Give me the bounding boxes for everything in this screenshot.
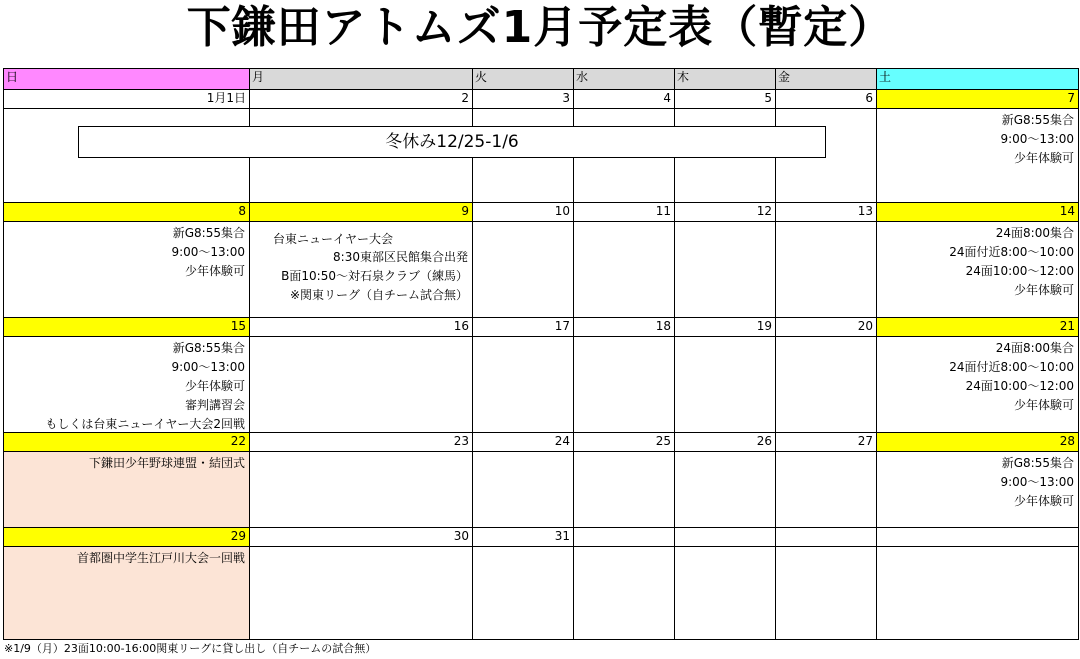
day-cell bbox=[573, 546, 675, 640]
event-line: 下鎌田少年野球連盟・結団式 bbox=[88, 456, 245, 470]
day-cell bbox=[249, 336, 473, 433]
event-line: 24面10:00～12:00 bbox=[965, 379, 1074, 393]
event-line: 新G8:55集合 bbox=[1001, 113, 1074, 127]
date-cell: 17 bbox=[472, 317, 574, 337]
event-line: ※関東リーグ（自チーム試合無） bbox=[289, 288, 468, 302]
date-cell: 19 bbox=[674, 317, 776, 337]
event-line: 首都圏中学生江戸川大会一回戦 bbox=[76, 551, 245, 565]
day-cell bbox=[775, 546, 877, 640]
day-cell bbox=[472, 221, 574, 318]
date-cell bbox=[674, 527, 776, 547]
event-text bbox=[89, 454, 245, 473]
date-cell: 31 bbox=[472, 527, 574, 547]
event-line: 新G8:55集合 bbox=[172, 226, 245, 240]
date-cell: 1月1日 bbox=[3, 89, 250, 109]
date-cell: 12 bbox=[674, 202, 776, 222]
event-line: 新G8:55集合 bbox=[1001, 456, 1074, 470]
day-cell bbox=[775, 451, 877, 528]
date-cell: 13 bbox=[775, 202, 877, 222]
event-line: もしくは台東ニューイヤー大会2回戦 bbox=[45, 417, 245, 431]
day-cell bbox=[674, 546, 776, 640]
date-cell: 18 bbox=[573, 317, 675, 337]
event-line: 8:30東部区民館集合出発 bbox=[333, 250, 468, 264]
date-cell bbox=[573, 527, 675, 547]
event-line: 少年体験可 bbox=[1013, 398, 1074, 412]
event-line: 9:00～13:00 bbox=[171, 245, 245, 259]
date-cell: 2 bbox=[249, 89, 473, 109]
day-cell bbox=[472, 451, 574, 528]
day-cell bbox=[674, 336, 776, 433]
event-line: 少年体験可 bbox=[184, 264, 245, 278]
date-cell bbox=[775, 527, 877, 547]
date-cell: 20 bbox=[775, 317, 877, 337]
date-cell: 29 bbox=[3, 527, 250, 547]
day-cell bbox=[775, 336, 877, 433]
page-title: 下鎌田アトムズ1月予定表（暫定） bbox=[186, 2, 894, 53]
date-cell: 25 bbox=[573, 432, 675, 452]
date-cell: 3 bbox=[472, 89, 574, 109]
date-cell: 6 bbox=[775, 89, 877, 109]
date-cell: 23 bbox=[249, 432, 473, 452]
date-cell: 8 bbox=[3, 202, 250, 222]
date-cell: 10 bbox=[472, 202, 574, 222]
vacation-banner: 冬休み12/25-1/6 bbox=[78, 126, 826, 158]
day-cell bbox=[472, 336, 574, 433]
weekday-header-thu: 木 bbox=[674, 68, 776, 90]
event-line: 新G8:55集合 bbox=[172, 341, 245, 355]
event-line: 24面8:00集合 bbox=[995, 341, 1074, 355]
event-text bbox=[1000, 454, 1074, 511]
date-cell: 26 bbox=[674, 432, 776, 452]
date-cell: 4 bbox=[573, 89, 675, 109]
day-cell bbox=[775, 221, 877, 318]
date-cell: 14 bbox=[876, 202, 1079, 222]
date-cell: 28 bbox=[876, 432, 1079, 452]
event-text bbox=[45, 339, 245, 433]
day-cell bbox=[573, 451, 675, 528]
day-cell bbox=[876, 221, 1079, 318]
event-line: 審判講習会 bbox=[184, 398, 245, 412]
day-cell bbox=[472, 546, 574, 640]
event-line: 9:00～13:00 bbox=[1000, 475, 1074, 489]
weekday-header-tue: 火 bbox=[472, 68, 574, 90]
day-cell bbox=[876, 108, 1079, 203]
day-cell bbox=[249, 546, 473, 640]
event-text bbox=[171, 224, 245, 281]
event-line: 9:00～13:00 bbox=[171, 360, 245, 374]
weekday-header-mon: 月 bbox=[249, 68, 473, 90]
day-cell bbox=[3, 546, 250, 640]
event-line: 24面10:00～12:00 bbox=[965, 264, 1074, 278]
weekday-header-fri: 金 bbox=[775, 68, 877, 90]
event-line: 9:00～13:00 bbox=[1000, 132, 1074, 146]
event-line: 24面8:00集合 bbox=[995, 226, 1074, 240]
date-cell: 24 bbox=[472, 432, 574, 452]
event-line: 少年体験可 bbox=[1013, 283, 1074, 297]
date-cell: 11 bbox=[573, 202, 675, 222]
day-cell bbox=[3, 336, 250, 433]
day-cell bbox=[674, 451, 776, 528]
day-cell bbox=[674, 221, 776, 318]
date-cell: 15 bbox=[3, 317, 250, 337]
date-cell: 5 bbox=[674, 89, 776, 109]
event-text bbox=[949, 339, 1074, 415]
date-cell: 9 bbox=[249, 202, 473, 222]
event-text bbox=[949, 224, 1074, 300]
day-cell bbox=[876, 546, 1079, 640]
weekday-header-wed: 水 bbox=[573, 68, 675, 90]
day-cell bbox=[249, 451, 473, 528]
date-cell bbox=[876, 527, 1079, 547]
day-cell bbox=[876, 336, 1079, 433]
day-cell bbox=[876, 451, 1079, 528]
event-line: 少年体験可 bbox=[184, 379, 245, 393]
day-cell bbox=[3, 221, 250, 318]
weekday-header-sat: 土 bbox=[876, 68, 1079, 90]
event-text bbox=[77, 549, 245, 568]
day-cell bbox=[573, 221, 675, 318]
weekday-header-sun: 日 bbox=[3, 68, 250, 90]
date-cell: 27 bbox=[775, 432, 877, 452]
event-line: 24面付近8:00～10:00 bbox=[949, 360, 1074, 374]
date-cell: 30 bbox=[249, 527, 473, 547]
day-cell bbox=[249, 221, 473, 318]
event-title: 台東ニューイヤー大会 bbox=[272, 232, 393, 246]
event-line: B面10:50～対石泉クラブ（練馬） bbox=[281, 269, 468, 283]
event-line: 少年体験可 bbox=[1013, 151, 1074, 165]
date-cell: 22 bbox=[3, 432, 250, 452]
event-line: 少年体験可 bbox=[1013, 494, 1074, 508]
date-cell: 21 bbox=[876, 317, 1079, 337]
footnote: ※1/9（月）23面10:00-16:00関東リーグに貸し出し（自チームの試合無） bbox=[4, 642, 377, 655]
date-cell: 16 bbox=[249, 317, 473, 337]
day-cell bbox=[3, 451, 250, 528]
date-cell: 7 bbox=[876, 89, 1079, 109]
event-line: 24面付近8:00～10:00 bbox=[949, 245, 1074, 259]
event-text bbox=[281, 248, 468, 305]
event-text bbox=[1000, 111, 1074, 168]
day-cell bbox=[573, 336, 675, 433]
